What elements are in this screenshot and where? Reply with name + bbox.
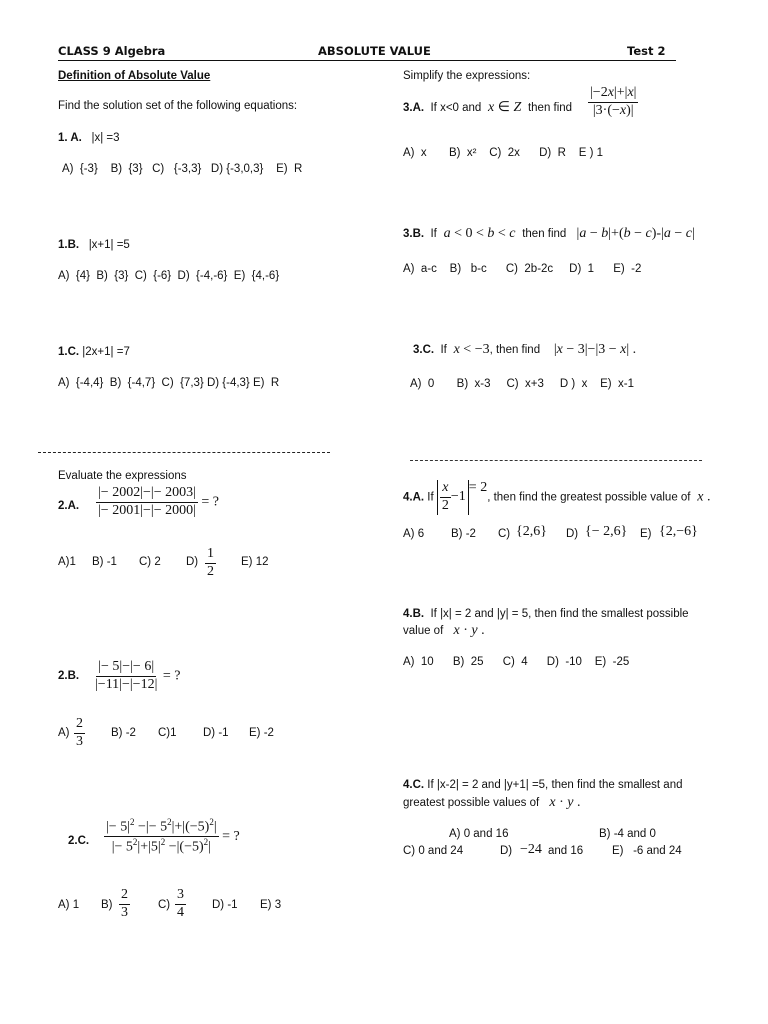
option-4a-c: C): [498, 528, 511, 540]
section-divider-left: [38, 452, 330, 453]
question-number: 3.C.: [413, 344, 435, 356]
option-2b-b: B) -2: [111, 727, 136, 739]
question-3b: 3.B. If a < 0 < b < c then find |a − b|+(b − c)-|a − c|: [403, 226, 695, 241]
question-number: 1.B.: [58, 239, 80, 251]
equals-question: = ?: [162, 668, 181, 684]
question-number: 1. A.: [58, 132, 82, 144]
question-text: If: [430, 228, 437, 240]
question-4a: 4.A. If $\frac{x}{2}$ −1= 2, then find the greatest possible value of x .: [403, 480, 711, 513]
option-4a-d-value: {− 2,6}: [585, 524, 628, 539]
question-text: |2x+1| =7: [82, 346, 130, 358]
question-text: |x+1| =5: [88, 239, 130, 251]
header-test: Test 2: [627, 44, 666, 58]
header-class: CLASS 9 Algebra: [58, 44, 166, 58]
option-2c-b: B): [101, 899, 113, 911]
option-4a-d: D): [566, 528, 579, 540]
option-4c-c: C) 0 and 24: [403, 845, 464, 857]
options-3a: A) x B) x² C) 2x D) R E ) 1: [403, 147, 603, 159]
question-text: If |x| = 2 and |y| = 5, then find the smallest possible: [430, 608, 689, 620]
option-4c-d: D): [500, 845, 513, 857]
options-1c: A) {-4,4} B) {-4,7} C) {7,3} D) {-4,3} E) R: [58, 377, 280, 389]
expression-2c: $\frac{|- 5|^2 -|- 5^2|+|(-5)^2|}{|- 5^2|+|5|^2 -|(-5)^2|}$ = ?: [106, 817, 240, 856]
options-4b: A) 10 B) 25 C) 4 D) -10 E) -25: [403, 656, 630, 668]
question-1b: [58, 239, 130, 251]
question-3c: 3.C. If x < −3, then find |x − 3|−|3 − x| .: [413, 342, 637, 357]
option-2b-e: E) -2: [249, 727, 274, 739]
option-4c-e: E) -6 and 24: [612, 845, 682, 857]
eval-title: Evaluate the expressions: [58, 470, 187, 482]
instruction-equations: Find the solution set of the following equations:: [58, 100, 298, 112]
question-number: 3.B.: [403, 228, 425, 240]
option-4c-d-value: −24: [520, 842, 542, 857]
question-text: If: [440, 344, 447, 356]
option-2b-c: C)1: [158, 727, 177, 739]
question-number: 4.C.: [403, 779, 425, 791]
option-4a-b: B) -2: [451, 528, 476, 540]
question-4b-line2: value of x · y .: [403, 623, 485, 638]
fraction-two-thirds-2c: $\frac{2}{3}$: [121, 887, 128, 920]
header-title: ABSOLUTE VALUE: [318, 44, 431, 58]
option-2a-a: A)1: [58, 556, 76, 568]
option-2b-d: D) -1: [203, 727, 229, 739]
expression-2a: $\frac{|- 2002|-|- 2003|}{|- 2001|-|- 2000|}$ = ?: [98, 485, 220, 518]
equals-question: = ?: [222, 829, 240, 845]
section-title: Definition of Absolute Value: [58, 70, 211, 82]
question-text-2: value of: [403, 625, 444, 637]
question-text-2: , then find the greatest possible value of: [487, 491, 691, 504]
question-2b-number: 2.B.: [58, 670, 80, 682]
option-2a-c: C) 2: [139, 556, 161, 568]
expression-3a: $\frac{|-2x|+|x|}{|3\cdot(-x)|}$: [590, 85, 637, 118]
fraction-one-half: $\frac{1}{2}$: [207, 546, 214, 579]
option-4c-a: A) 0 and 16: [449, 828, 509, 840]
question-text-2: then find: [522, 228, 567, 240]
question-text: If |x-2| = 2 and |y+1| =5, then find the smallest and: [427, 779, 683, 791]
question-number: 3.A.: [403, 102, 425, 114]
header-rule: [58, 60, 676, 61]
expression-2b: $\frac{|- 5|-|- 6|}{|-11|-|-12|}$ = ?: [95, 659, 181, 692]
fraction-three-quarters: $\frac{3}{4}$: [177, 887, 184, 920]
question-4c-line2: greatest possible values of x · y .: [403, 795, 581, 810]
question-text-2: then find: [527, 102, 573, 114]
question-4c: [403, 779, 683, 791]
option-2c-a: A) 1: [58, 899, 80, 911]
question-text-2: greatest possible values of: [403, 797, 540, 809]
question-1a: [58, 132, 119, 144]
question-text-2: , then find: [489, 344, 541, 356]
option-2a-e: E) 12: [241, 556, 269, 568]
option-2a-b: B) -1: [92, 556, 117, 568]
question-number: 1.C.: [58, 346, 80, 358]
section-divider-right: [410, 460, 702, 461]
question-1c: [58, 346, 130, 358]
option-2c-d: D) -1: [212, 899, 238, 911]
option-2b-a: A): [58, 727, 70, 739]
equals-question: = ?: [201, 494, 220, 510]
question-text: If x<0 and: [430, 102, 482, 114]
options-3b: A) a-c B) b-c C) 2b-2c D) 1 E) -2: [403, 263, 642, 275]
options-3c: A) 0 B) x-3 C) x+3 D ) x E) x-1: [410, 378, 634, 390]
option-2c-c: C): [158, 899, 171, 911]
question-3a: 3.A. If x<0 and x ∈ Z then find: [403, 100, 573, 115]
question-4b: [403, 608, 689, 620]
option-4a-e-value: {2,−6}: [659, 524, 698, 539]
option-4a-e: E): [640, 528, 652, 540]
option-4c-d-rest: and 16: [548, 845, 584, 857]
question-2c-number: 2.C.: [68, 835, 90, 847]
question-text: |x| =3: [91, 132, 120, 144]
question-number: 4.B.: [403, 608, 425, 620]
options-1a: A) {-3} B) {3} C) {-3,3} D) {-3,0,3} E) R: [62, 163, 303, 175]
option-4a-c-value: {2,6}: [516, 524, 547, 539]
question-2a-number: 2.A.: [58, 500, 80, 512]
fraction-two-thirds: $\frac{2}{3}$: [76, 716, 83, 749]
instruction-simplify: Simplify the expressions:: [403, 70, 531, 82]
option-4a-a: A) 6: [403, 528, 425, 540]
option-4c-b: B) -4 and 0: [599, 828, 656, 840]
question-number: 4.A.: [403, 491, 425, 504]
option-2a-d: D): [186, 556, 199, 568]
question-text: If: [427, 491, 434, 504]
option-2c-e: E) 3: [260, 899, 282, 911]
options-1b: A) {4} B) {3} C) {-6} D) {-4,-6} E) {4,-6}: [58, 270, 280, 282]
